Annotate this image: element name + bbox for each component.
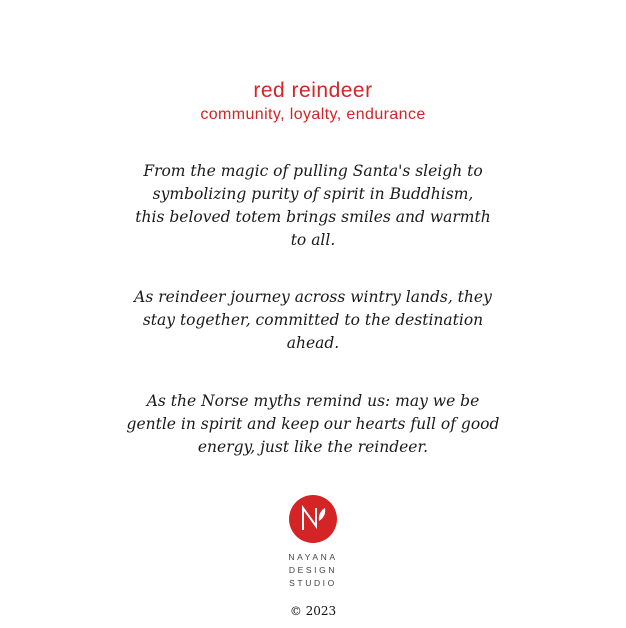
paragraph-line: to all. [290,231,336,249]
paragraph-line: this beloved totem brings smiles and warmth [135,208,491,226]
paragraph-2 [0,286,626,355]
studio-name-line: NAYANA [288,552,338,562]
card-title: red reindeer [253,79,373,102]
paragraph-3 [0,390,626,459]
paragraph-line: stay together, committed to the destination [142,311,484,329]
studio-name-line: STUDIO [289,578,337,588]
paragraph-1 [0,160,626,252]
copyright: © 2023 [289,604,337,618]
paragraph-line: gentle in spirit and keep our hearts full of good [126,415,500,433]
paragraph-line: From the magic of pulling Santa's sleigh to [143,162,483,180]
paragraph-line: ahead. [286,334,340,352]
paragraph-line: As the Norse myths remind us: may we be [146,392,480,410]
paragraph-line: As reindeer journey across wintry lands, they [134,288,492,306]
nayana-logo-icon [289,495,337,543]
paragraph-line: symbolizing purity of spirit in Buddhism, [152,185,474,203]
paragraph-line: energy, just like the reindeer. [197,438,429,456]
logo-circle [289,495,337,543]
studio-name-line: DESIGN [288,565,338,575]
card-subtitle: community, loyalty, endurance [200,106,426,123]
